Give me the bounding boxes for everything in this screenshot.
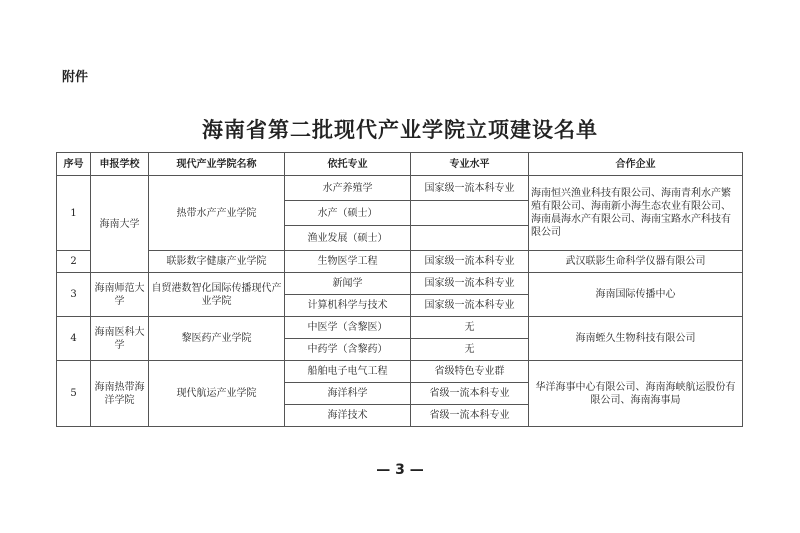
table-row bbox=[57, 317, 743, 339]
partner-companies: 海南蛭久生物科技有限公司 bbox=[529, 317, 743, 361]
header-partner: 合作企业 bbox=[529, 153, 743, 176]
college-name: 现代航运产业学院 bbox=[149, 361, 285, 427]
document-title: 海南省第二批现代产业学院立项建设名单 bbox=[202, 118, 598, 142]
header-college: 现代产业学院名称 bbox=[149, 153, 285, 176]
major-name: 新闻学 bbox=[285, 273, 411, 295]
major-level: 省级特色专业群 bbox=[411, 361, 529, 383]
header-no: 序号 bbox=[57, 153, 91, 176]
major-level bbox=[411, 226, 529, 251]
table-row bbox=[57, 251, 743, 273]
row-no: 5 bbox=[57, 361, 91, 427]
page-number: — 3 — bbox=[376, 462, 424, 478]
row-no: 2 bbox=[57, 251, 91, 273]
major-name: 渔业发展（硕士） bbox=[285, 226, 411, 251]
table-header-row bbox=[57, 153, 743, 176]
school-name: 海南医科大学 bbox=[91, 317, 149, 361]
school-name: 海南师范大学 bbox=[91, 273, 149, 317]
major-name: 计算机科学与技术 bbox=[285, 295, 411, 317]
table-row bbox=[57, 361, 743, 383]
partner-companies: 华洋海事中心有限公司、海南海峡航运股份有限公司、海南海事局 bbox=[529, 361, 743, 427]
major-level: 国家级一流本科专业 bbox=[411, 295, 529, 317]
college-name: 自贸港数智化国际传播现代产业学院 bbox=[149, 273, 285, 317]
row-no: 4 bbox=[57, 317, 91, 361]
major-level: 无 bbox=[411, 317, 529, 339]
header-level: 专业水平 bbox=[411, 153, 529, 176]
college-name: 联影数字健康产业学院 bbox=[149, 251, 285, 273]
row-no: 1 bbox=[57, 176, 91, 251]
major-level: 无 bbox=[411, 339, 529, 361]
header-major: 依托专业 bbox=[285, 153, 411, 176]
major-name: 海洋科学 bbox=[285, 383, 411, 405]
partner-companies: 海南恒兴渔业科技有限公司、海南青利水产繁殖有限公司、海南新小海生态农业有限公司、海南晨海水产有限公司、海南宝路水产科技有限公司 bbox=[529, 176, 743, 251]
partner-companies: 武汉联影生命科学仪器有限公司 bbox=[529, 251, 743, 273]
major-level: 省级一流本科专业 bbox=[411, 405, 529, 427]
major-level: 国家级一流本科专业 bbox=[411, 176, 529, 201]
major-name: 海洋技术 bbox=[285, 405, 411, 427]
major-level bbox=[411, 201, 529, 226]
major-name: 中药学（含黎药） bbox=[285, 339, 411, 361]
major-name: 水产（硕士） bbox=[285, 201, 411, 226]
table-row bbox=[57, 273, 743, 295]
partner-companies: 海南国际传播中心 bbox=[529, 273, 743, 317]
project-list-table bbox=[56, 152, 743, 427]
major-name: 中医学（含黎医） bbox=[285, 317, 411, 339]
school-name: 海南热带海洋学院 bbox=[91, 361, 149, 427]
major-level: 国家级一流本科专业 bbox=[411, 273, 529, 295]
header-school: 申报学校 bbox=[91, 153, 149, 176]
major-name: 水产养殖学 bbox=[285, 176, 411, 201]
attachment-label: 附件 bbox=[62, 70, 89, 85]
college-name: 黎医药产业学院 bbox=[149, 317, 285, 361]
school-name: 海南大学 bbox=[91, 176, 149, 273]
major-name: 生物医学工程 bbox=[285, 251, 411, 273]
major-level: 省级一流本科专业 bbox=[411, 383, 529, 405]
major-name: 船舶电子电气工程 bbox=[285, 361, 411, 383]
row-no: 3 bbox=[57, 273, 91, 317]
college-name: 热带水产产业学院 bbox=[149, 176, 285, 251]
major-level: 国家级一流本科专业 bbox=[411, 251, 529, 273]
table-row bbox=[57, 176, 743, 201]
